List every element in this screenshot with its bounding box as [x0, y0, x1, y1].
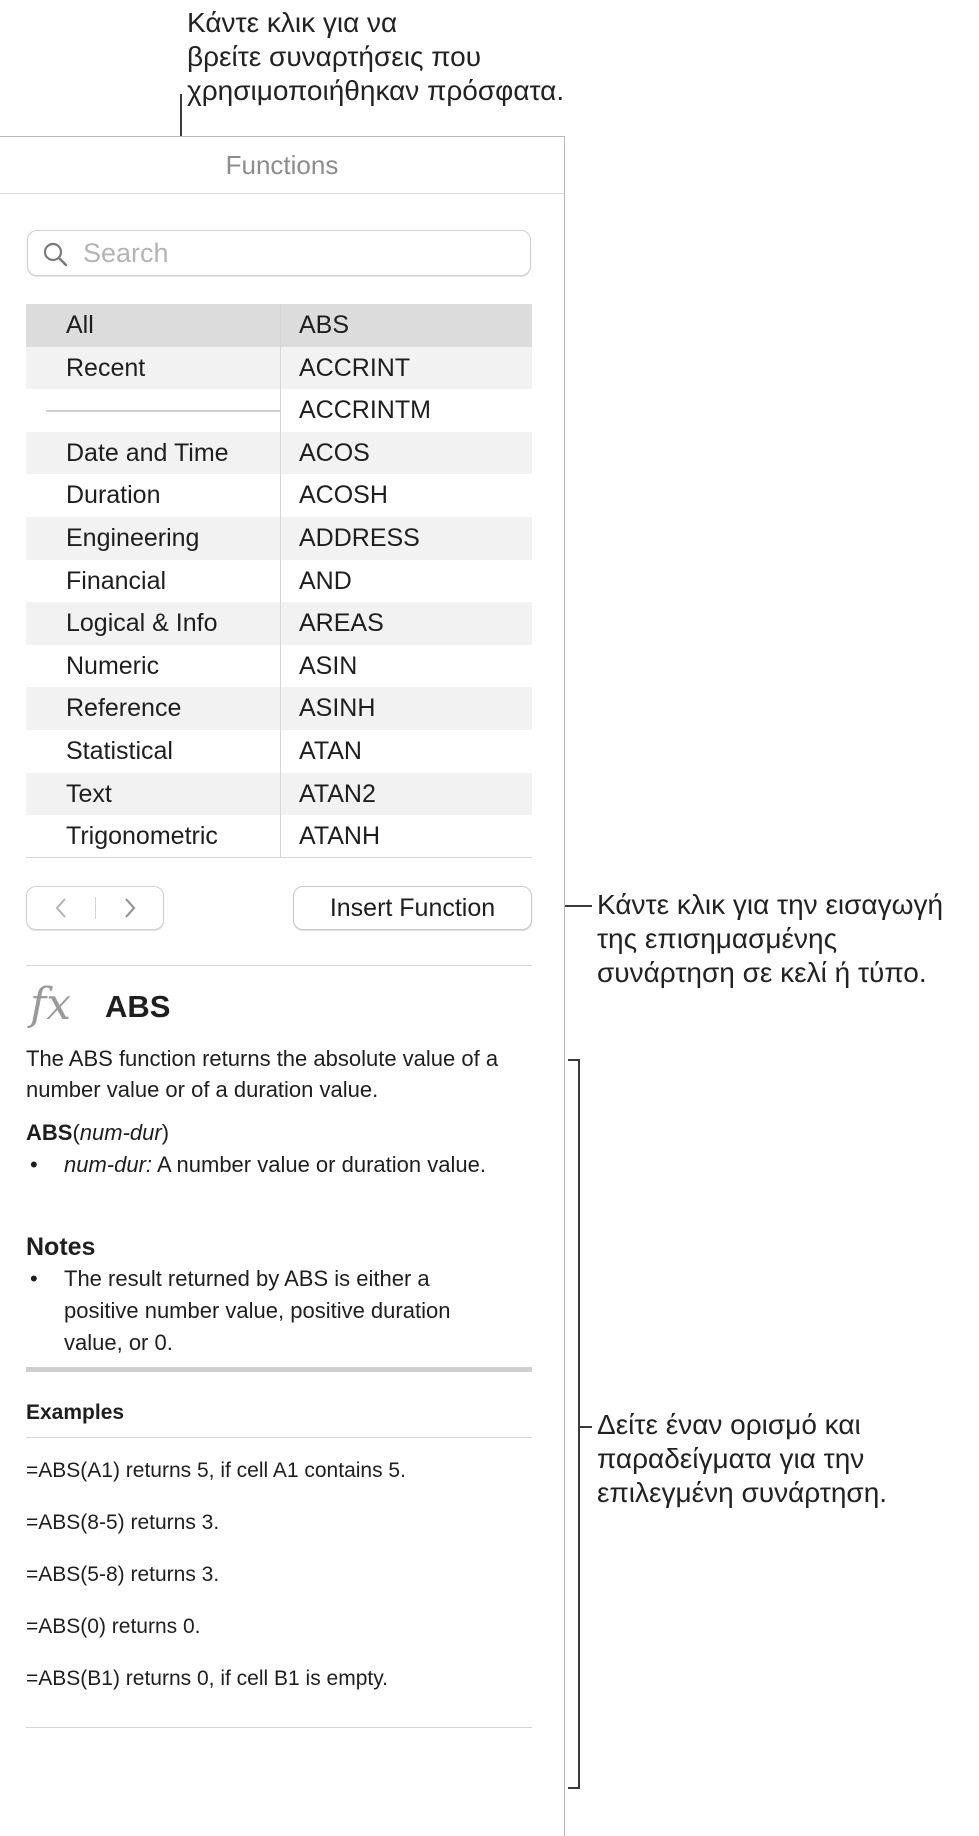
argument-name: num-dur: [64, 1152, 153, 1177]
function-item-areas[interactable]: AREAS [281, 602, 532, 645]
function-item-asin[interactable]: ASIN [299, 651, 358, 680]
callout-insert-line1: Κάντε κλικ για την εισαγωγή [597, 889, 944, 920]
panel-title: Functions [0, 137, 564, 194]
function-item-asinh[interactable]: ASINH [281, 687, 532, 730]
insert-function-button[interactable]: Insert Function [293, 886, 532, 930]
function-item-atanh[interactable]: ATANH [299, 822, 381, 851]
function-name: ABS [105, 989, 171, 1024]
function-item-acos[interactable]: ACOS [281, 432, 532, 475]
category-item-all[interactable]: All [26, 304, 280, 347]
syntax-name: ABS [26, 1120, 73, 1145]
example-item: =ABS(5-8) returns 3. [26, 1563, 220, 1586]
function-list [281, 304, 532, 858]
category-item-logical-info[interactable]: Logical & Info [26, 602, 280, 645]
function-item-address[interactable]: ADDRESS [281, 517, 532, 560]
function-item-atan[interactable]: ATAN [299, 736, 362, 765]
category-item-statistical[interactable]: Statistical [66, 736, 173, 765]
syntax-arg: num-dur [79, 1120, 162, 1145]
callout-insert-line3: συνάρτηση σε κελί ή τύπο. [597, 957, 927, 988]
callout-recent-line2: βρείτε συναρτήσεις που [187, 41, 482, 72]
search-field[interactable] [27, 230, 531, 276]
chevron-right-icon [122, 896, 138, 920]
divider-top [26, 965, 532, 966]
function-syntax [26, 1117, 169, 1148]
category-item-financial[interactable]: Financial [66, 566, 167, 595]
category-list [26, 304, 281, 857]
category-item-engineering[interactable]: Engineering [26, 517, 280, 560]
category-separator [26, 389, 280, 432]
examples-heading: Examples [26, 1401, 125, 1424]
function-browser [26, 304, 532, 858]
category-item-reference[interactable]: Reference [26, 687, 280, 730]
function-item-acosh[interactable]: ACOSH [299, 481, 388, 510]
category-item-text[interactable]: Text [26, 773, 280, 816]
callout-recent-line1: Κάντε κλικ για να [187, 7, 398, 38]
chevron-left-icon [53, 896, 69, 920]
examples-divider [26, 1367, 532, 1372]
syntax-close: ) [161, 1120, 170, 1145]
callout-details-line2: παραδείγματα για την [597, 1443, 865, 1474]
function-item-atan2[interactable]: ATAN2 [281, 773, 532, 816]
syntax-open: ( [72, 1120, 80, 1145]
callout-details-line1: Δείτε έναν ορισμό και [597, 1409, 861, 1440]
category-item-trigonometric[interactable]: Trigonometric [66, 822, 218, 851]
example-item: =ABS(8-5) returns 3. [26, 1511, 220, 1534]
category-item-date-and-time[interactable]: Date and Time [26, 432, 280, 475]
fx-icon: fx [30, 979, 72, 1030]
forward-button[interactable] [96, 887, 164, 929]
argument-description: A number value or duration value. [152, 1152, 486, 1177]
callout-insert-line2: της επισημασμένης [597, 923, 838, 954]
examples-rule [26, 1437, 532, 1438]
notes-heading: Notes [26, 1233, 96, 1261]
category-item-duration[interactable]: Duration [66, 481, 161, 510]
function-item-accrintm[interactable]: ACCRINTM [299, 396, 431, 425]
functions-panel: Functions Search All Recent Date and Time Duration Engineering Financial Logical & Info Numeric Reference Statistical Text Trigonometric ABS ACCRINT ACCRINTM ACOS ACOSH ADDRESS AND AREAS ASIN ASINH ATAN ATAN2 ATANH Insert Function fx ABS The ABS function returns the absolute value of a number value or of a duration value. ABS(num-dur) • num-dur: A number value or duration value. Notes • The result returned by ABS is either a positive number value, positive duration value, or 0. Examples =ABS(A1) returns 5, if cell A1 contains 5. =ABS(8-5) returns 3. =ABS(5-8) returns 3. =ABS(0) returns 0. =ABS(B1) returns 0, if cell B1 is empty. [0, 136, 565, 1836]
back-button[interactable] [27, 887, 95, 929]
example-item: =ABS(B1) returns 0, if cell B1 is empty. [26, 1667, 388, 1690]
function-item-accrint[interactable]: ACCRINT [281, 347, 532, 390]
search-input[interactable] [83, 237, 513, 269]
category-item-numeric[interactable]: Numeric [66, 651, 160, 680]
example-item: =ABS(A1) returns 5, if cell A1 contains 5. [26, 1459, 406, 1482]
callout-details-line3: επιλεγμένη συνάρτηση. [597, 1477, 888, 1508]
function-item-and[interactable]: AND [299, 566, 352, 595]
category-item-recent[interactable]: Recent [26, 347, 280, 390]
example-item: =ABS(0) returns 0. [26, 1615, 201, 1638]
history-nav [26, 886, 164, 930]
divider-bottom [26, 1727, 532, 1728]
callout-recent-line3: χρησιμοποιήθηκαν πρόσφατα. [187, 75, 565, 106]
function-description: The ABS function returns the absolute value of a number value or of a duration value. [26, 1046, 499, 1102]
note-text: The result returned by ABS is either a positive number value, positive duration value, or 0. [64, 1266, 451, 1355]
function-item-abs[interactable]: ABS [281, 304, 532, 347]
search-icon [42, 241, 68, 267]
